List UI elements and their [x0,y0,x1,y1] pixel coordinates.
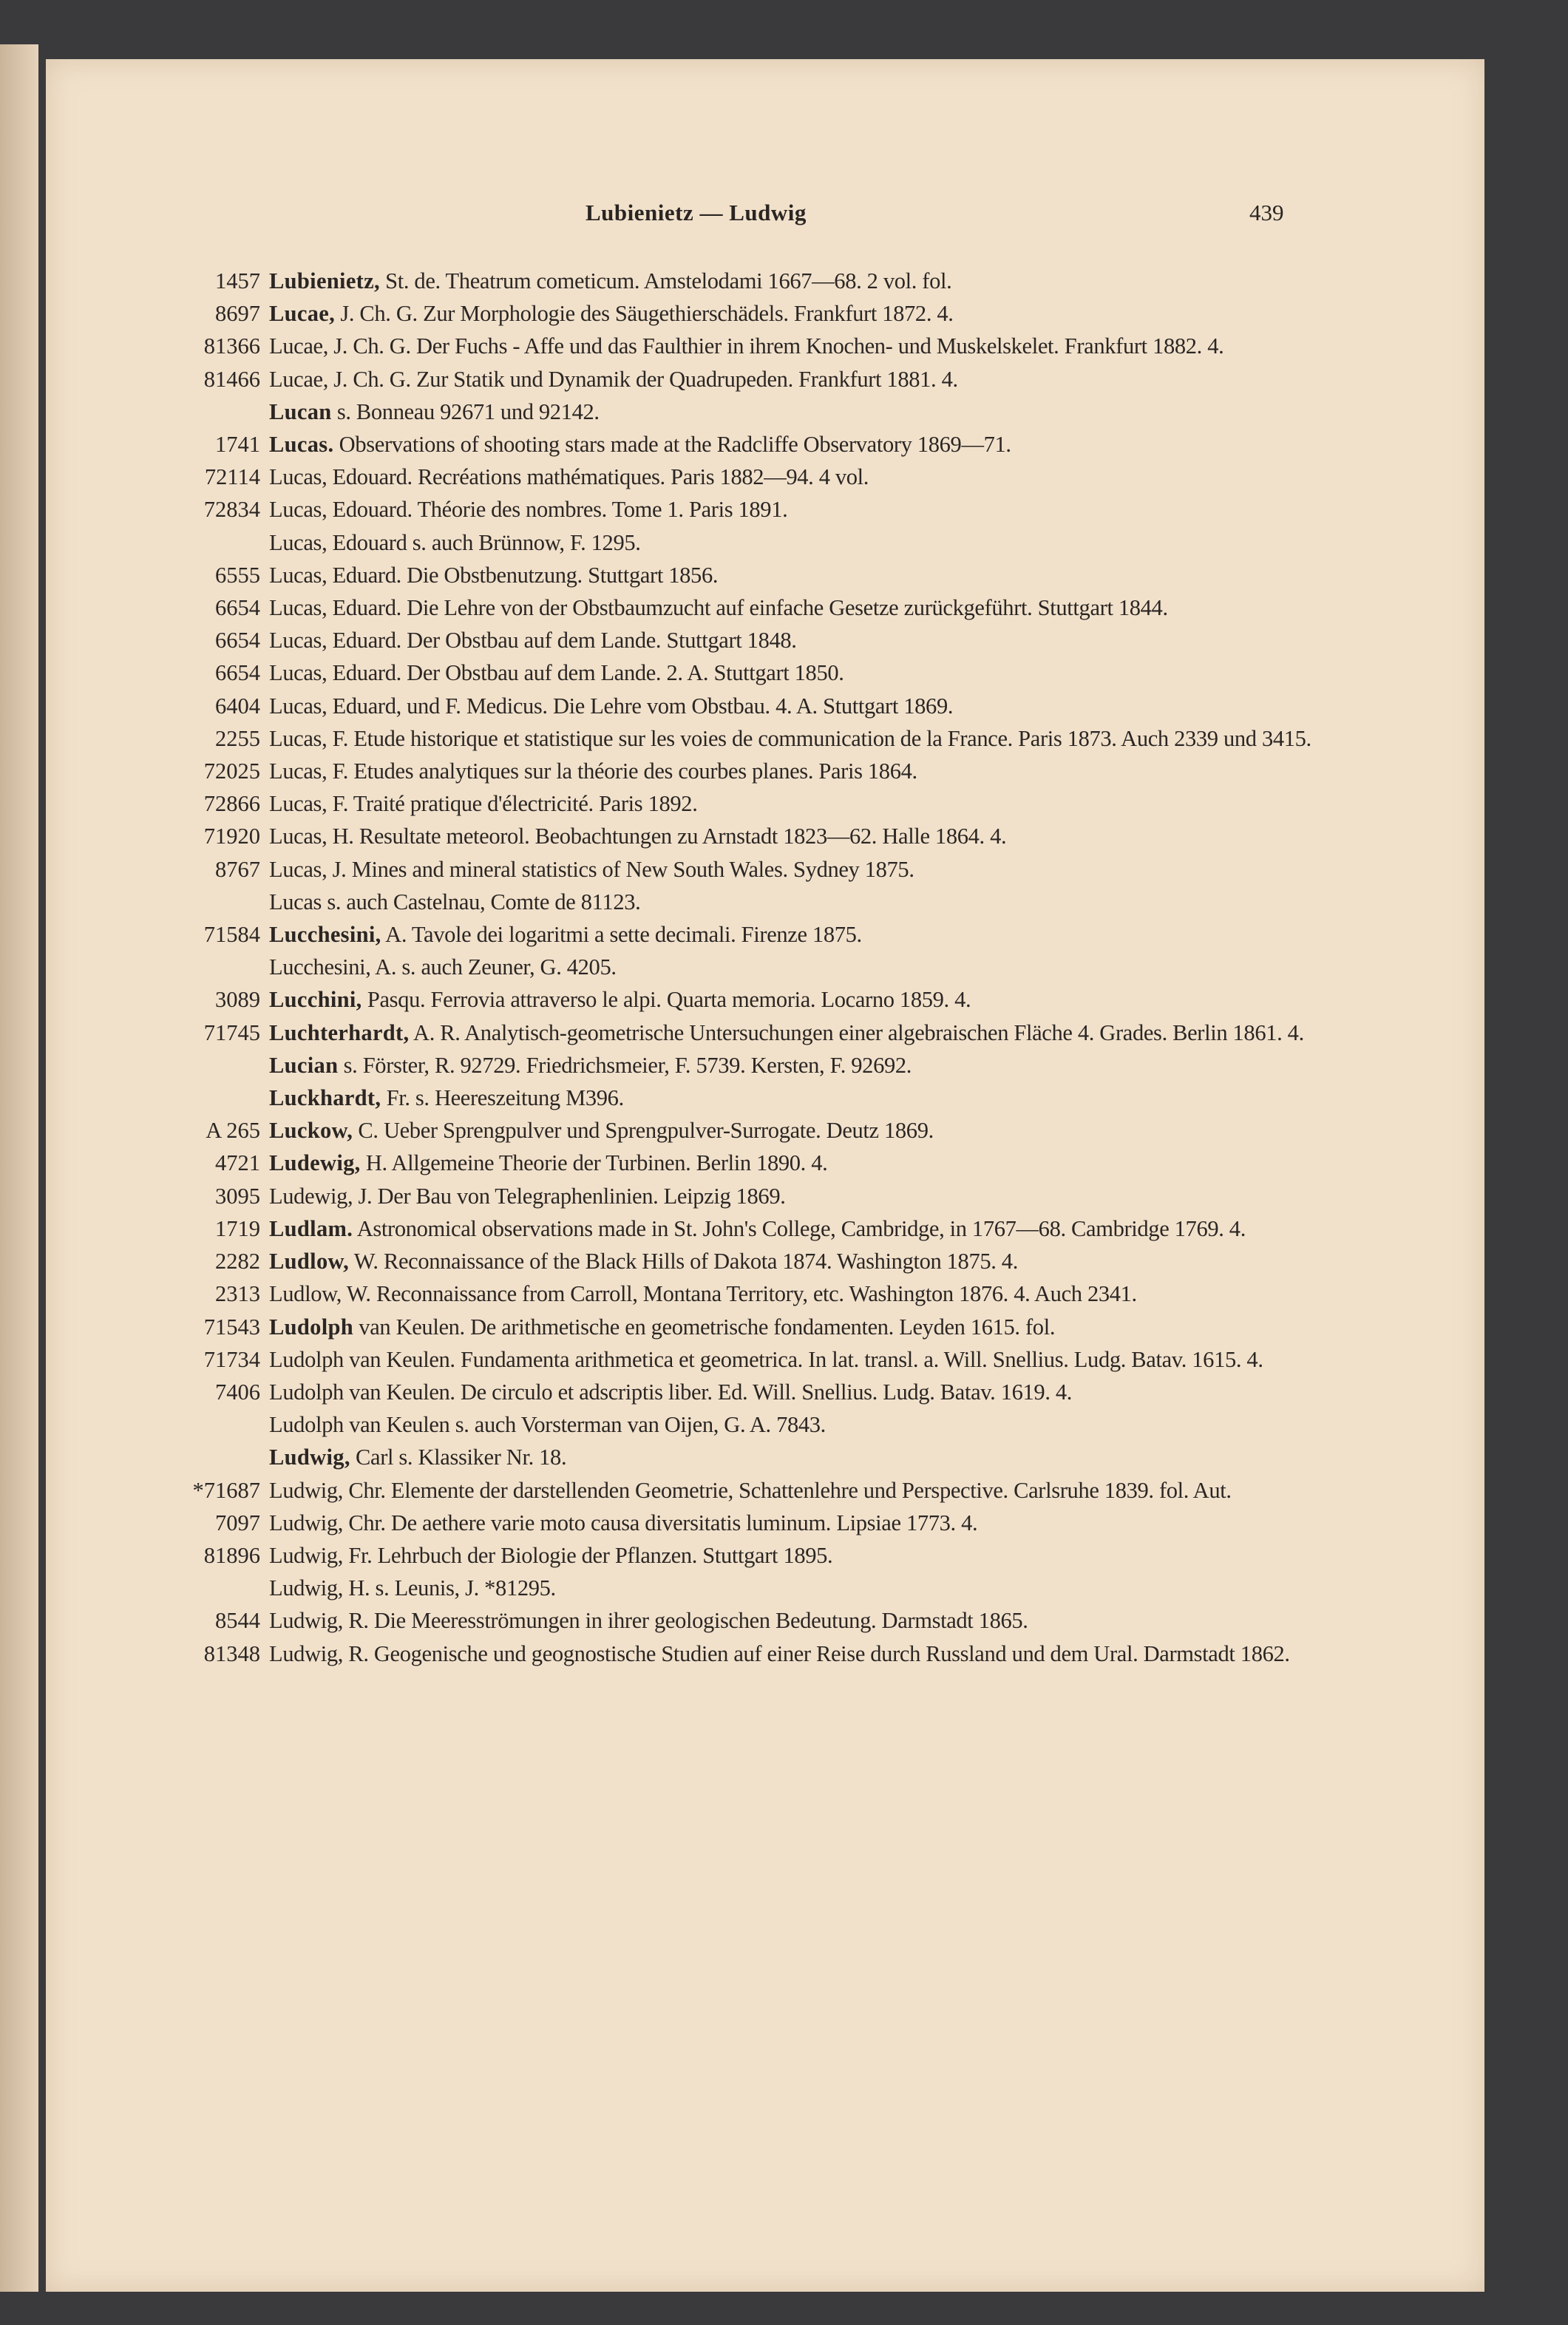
entry-author-heading: Ludolph [269,1314,354,1340]
bibliography-entry [179,1114,1332,1147]
entry-text: van Keulen. De arithmetische en geometrische fondamenten. Leyden 1615. fol. [353,1314,1056,1340]
bibliography-entry [179,853,1332,886]
entry-author-heading: Lucchesini, [269,922,381,948]
entry-body [269,1343,1326,1376]
bibliography-entry [179,1016,1332,1049]
entry-number [179,396,269,428]
bibliography-entry [179,297,1332,330]
entry-number: A 265 [206,1118,260,1144]
entry-number: 72114 [204,464,260,490]
bibliography-entry [179,755,1332,787]
entry-body [269,853,1326,886]
bibliography-entry [179,1572,1332,1604]
entry-author-heading: Luckhardt, [269,1085,381,1111]
entry-body [269,787,1326,820]
entry-number: 72866 [203,791,260,817]
entry-body [269,690,1326,722]
bibliography-entry [179,983,1332,1016]
entry-number: 71745 [203,1019,260,1045]
entry-body [269,493,1326,526]
entry-text: Observations of shooting stars made at the Radcliffe Observatory 1869—71. [333,432,1011,458]
entry-number: 8767 [215,856,260,882]
entry-number: 2255 [215,725,260,751]
entry-body [269,526,1326,559]
entry-author-heading: Ludlow, [269,1249,350,1274]
entry-text: Lucas, Eduard. Die Obstbenutzung. Stuttgart 1856. [269,562,719,588]
entry-body [269,1245,1326,1277]
entry-body [269,886,1326,918]
entry-text: St. de. Theatrum cometicum. Amstelodami 1667—68. 2 vol. fol. [379,268,952,293]
entry-number [179,1441,269,1473]
entry-number: 81466 [203,366,260,392]
bibliography-entry [179,265,1332,297]
bibliography-entry [179,1245,1332,1277]
bibliography-entry [179,1049,1332,1082]
entry-number: 72834 [203,497,260,523]
entry-number: 3095 [215,1183,260,1209]
entry-number: 81348 [203,1640,260,1666]
entry-number: 81896 [203,1542,260,1568]
entry-text: Ludwig, Chr. De aethere varie moto causa diversitatis luminum. Lipsiae 1773. 4. [269,1510,978,1535]
entry-text: Lucas, Eduard. Die Lehre von der Obstbaumzucht auf einfache Gesetze zurückgeführt. Stuttgart 1844. [269,595,1168,621]
entry-text: Lucas, Eduard. Der Obstbau auf dem Lande. 2. A. Stuttgart 1850. [269,660,844,686]
entry-author-heading: Luckow, [269,1118,353,1144]
entry-number: 71543 [203,1314,260,1340]
bibliography-entry [179,363,1332,396]
entry-text: Astronomical observations made in St. John's College, Cambridge, in 1767—68. Cambridge 1769. 4. [353,1215,1246,1241]
entry-body [269,1474,1326,1507]
entry-text: Ludlow, W. Reconnaissance from Carroll, Montana Territory, etc. Washington 1876. 4. Auch 2341. [269,1281,1137,1307]
bibliography-entry [179,493,1332,526]
entry-text: Carl s. Klassiker Nr. 18. [350,1445,567,1470]
entry-text: Ludwig, R. Geogenische und geognostische Studien auf einer Reise durch Russland und dem Ural. Darmstadt 1862. [269,1640,1290,1666]
entry-number [179,526,269,559]
entry-number: *71687 [192,1477,260,1503]
entry-text: s. Förster, R. 92729. Friedrichsmeier, F. 5739. Kersten, F. 92692. [338,1052,912,1078]
bibliography-entry [179,1082,1332,1114]
entry-body [269,656,1326,689]
entry-number: 3089 [215,987,260,1013]
entry-number [179,886,269,918]
entry-body [269,1180,1326,1212]
entry-body [269,265,1326,297]
entry-body [269,1049,1326,1082]
entry-text: Lucae, J. Ch. G. Der Fuchs - Affe und das Faulthier in ihrem Knochen- und Muskelskelet. Frankfurt 1882. 4. [269,333,1224,359]
entry-body [269,918,1326,951]
entry-body [269,1376,1326,1408]
bibliography-entry [179,591,1332,624]
bibliography-entry [179,330,1332,362]
entry-body [269,1441,1326,1473]
bibliography-entry [179,1180,1332,1212]
entry-body [269,1604,1326,1637]
bibliography-entry [179,461,1332,493]
bibliography-entry [179,1604,1332,1637]
entry-text: Ludewig, J. Der Bau von Telegraphenlinien. Leipzig 1869. [269,1183,786,1209]
entry-text: Lucas, F. Etude historique et statistique sur les voies de communication de la France. Paris 1873. Auch 2339 und 3415. [269,725,1311,751]
entry-number: 1719 [215,1215,260,1241]
bibliography-entry [179,656,1332,689]
running-title: Lubienietz — Ludwig [586,200,807,225]
entry-body [269,591,1326,624]
entry-number: 4721 [215,1150,260,1176]
entry-number: 1741 [215,432,260,458]
entry-body [269,983,1326,1016]
entry-body [269,1637,1326,1670]
entry-text: Lucae, J. Ch. G. Zur Statik und Dynamik der Quadrupeden. Frankfurt 1881. 4. [269,366,958,392]
entry-body [269,559,1326,591]
bibliography-entry [179,951,1332,983]
bibliography-entry [179,820,1332,852]
book-binding-edge [0,44,38,2292]
entry-number [179,1082,269,1114]
entry-text: Ludolph van Keulen. Fundamenta arithmetica et geometrica. In lat. transl. a. Will. Snellius. Ludg. Batav. 1615. 4. [269,1346,1263,1372]
entry-text: Ludwig, R. Die Meeresströmungen in ihrer geologischen Bedeutung. Darmstadt 1865. [269,1608,1028,1634]
bibliography-entry [179,1277,1332,1310]
bibliography-entry [179,886,1332,918]
bibliography-entry [179,1507,1332,1539]
entry-text: J. Ch. G. Zur Morphologie des Säugethierschädels. Frankfurt 1872. 4. [335,301,954,327]
entry-number: 71584 [203,922,260,948]
entry-body [269,1539,1326,1572]
entry-text: Lucas, Edouard. Théorie des nombres. Tome 1. Paris 1891. [269,497,788,523]
entry-text: Fr. s. Heereszeitung M396. [381,1085,624,1111]
entry-author-heading: Lubienietz, [269,268,380,293]
bibliography-entry [179,1212,1332,1245]
entry-author-heading: Lucas. [269,432,334,458]
entry-body [269,722,1326,755]
entry-number: 8697 [215,301,260,327]
entry-body [269,1311,1326,1343]
entry-body [269,1507,1326,1539]
entry-author-heading: Lucae, [269,301,336,327]
bibliography-entry [179,428,1332,461]
entry-body [269,1147,1326,1179]
entry-number [179,951,269,983]
bibliography-entry [179,1474,1332,1507]
entry-number: 2282 [215,1249,260,1274]
entry-text: Lucas, Edouard. Recréations mathématiques. Paris 1882—94. 4 vol. [269,464,869,490]
entry-number: 6555 [215,562,260,588]
entry-number: 7406 [215,1379,260,1405]
bibliography-list [179,265,1332,1670]
entry-text: A. Tavole dei logaritmi a sette decimali. Firenze 1875. [381,922,862,948]
entry-body [269,624,1326,656]
entry-author-heading: Ludwig, [269,1445,350,1470]
entry-number [179,1572,269,1604]
entry-text: W. Reconnaissance of the Black Hills of Dakota 1874. Washington 1875. 4. [349,1249,1018,1274]
entry-author-heading: Lucan [269,398,332,424]
entry-number: 72025 [203,758,260,784]
entry-body [269,951,1326,983]
entry-body [269,1212,1326,1245]
bibliography-entry [179,690,1332,722]
entry-text: C. Ueber Sprengpulver und Sprengpulver-Surrogate. Deutz 1869. [353,1118,934,1144]
entry-body [269,820,1326,852]
bibliography-entry [179,918,1332,951]
book-page [46,59,1484,2292]
entry-text: Lucas s. auch Castelnau, Comte de 81123. [269,889,641,914]
entry-text: Lucas, Eduard. Der Obstbau auf dem Lande. Stuttgart 1848. [269,628,797,654]
bibliography-entry [179,396,1332,428]
entry-number: 1457 [215,268,260,293]
entry-number [179,1408,269,1441]
entry-text: Lucas, H. Resultate meteorol. Beobachtungen zu Arnstadt 1823—62. Halle 1864. 4. [269,824,1007,849]
entry-body [269,330,1326,362]
entry-text: Lucchesini, A. s. auch Zeuner, G. 4205. [269,954,617,980]
entry-text: Ludwig, Chr. Elemente der darstellenden Geometrie, Schattenlehre und Perspective. Carlsruhe 1839. fol. Aut. [269,1477,1232,1503]
entry-body [269,755,1326,787]
entry-text: Lucas, J. Mines and mineral statistics of New South Wales. Sydney 1875. [269,856,914,882]
bibliography-entry [179,1147,1332,1179]
entry-text: Ludwig, Fr. Lehrbuch der Biologie der Pflanzen. Stuttgart 1895. [269,1542,833,1568]
entry-number: 8544 [215,1608,260,1634]
entry-number: 81366 [203,333,260,359]
page-number: 439 [1249,200,1284,225]
bibliography-entry [179,1637,1332,1670]
entry-number: 6654 [215,660,260,686]
bibliography-entry [179,1376,1332,1408]
entry-author-heading: Luchterhardt, [269,1019,410,1045]
entry-author-heading: Ludewig, [269,1150,361,1176]
entry-number: 71920 [203,824,260,849]
entry-text: Lucas, Edouard s. auch Brünnow, F. 1295. [269,529,641,555]
entry-text: Lucas, F. Etudes analytiques sur la théorie des courbes planes. Paris 1864. [269,758,917,784]
bibliography-entry [179,559,1332,591]
bibliography-entry [179,787,1332,820]
entry-author-heading: Lucian [269,1052,339,1078]
entry-text: Pasqu. Ferrovia attraverso le alpi. Quarta memoria. Locarno 1859. 4. [362,987,971,1013]
entry-number: 2313 [215,1281,260,1307]
entry-body [269,428,1326,461]
entry-author-heading: Lucchini, [269,987,362,1013]
entry-body [269,297,1326,330]
bibliography-entry [179,1539,1332,1572]
entry-body [269,1277,1326,1310]
entry-number: 6404 [215,693,260,719]
bibliography-entry [179,526,1332,559]
entry-text: s. Bonneau 92671 und 92142. [331,398,600,424]
entry-number: 7097 [215,1510,260,1535]
bibliography-entry [179,1311,1332,1343]
bibliography-entry [179,1408,1332,1441]
entry-text: Lucas, F. Traité pratique d'électricité. Paris 1892. [269,791,698,817]
entry-body [269,396,1326,428]
entry-author-heading: Ludlam. [269,1215,353,1241]
entry-number: 6654 [215,595,260,621]
entry-body [269,461,1326,493]
entry-number: 71734 [203,1346,260,1372]
entry-text: A. R. Analytisch-geometrische Untersuchungen einer algebraischen Fläche 4. Grades. Berlin 1861. 4. [409,1019,1304,1045]
entry-body [269,1114,1326,1147]
bibliography-entry [179,722,1332,755]
entry-text: Ludwig, H. s. Leunis, J. *81295. [269,1575,556,1601]
bibliography-entry [179,1441,1332,1473]
entry-body [269,363,1326,396]
bibliography-entry [179,624,1332,656]
entry-body [269,1572,1326,1604]
page-header [46,200,1484,237]
entry-body [269,1408,1326,1441]
entry-text: Lucas, Eduard, und F. Medicus. Die Lehre vom Obstbau. 4. A. Stuttgart 1869. [269,693,954,719]
entry-body [269,1016,1326,1049]
entry-text: Ludolph van Keulen. De circulo et adscriptis liber. Ed. Will. Snellius. Ludg. Batav. 1619. 4. [269,1379,1073,1405]
bibliography-entry [179,1343,1332,1376]
entry-number [179,1049,269,1082]
entry-text: H. Allgemeine Theorie der Turbinen. Berlin 1890. 4. [360,1150,828,1176]
entry-number: 6654 [215,628,260,654]
entry-body [269,1082,1326,1114]
entry-text: Ludolph van Keulen s. auch Vorsterman van Oijen, G. A. 7843. [269,1412,826,1438]
